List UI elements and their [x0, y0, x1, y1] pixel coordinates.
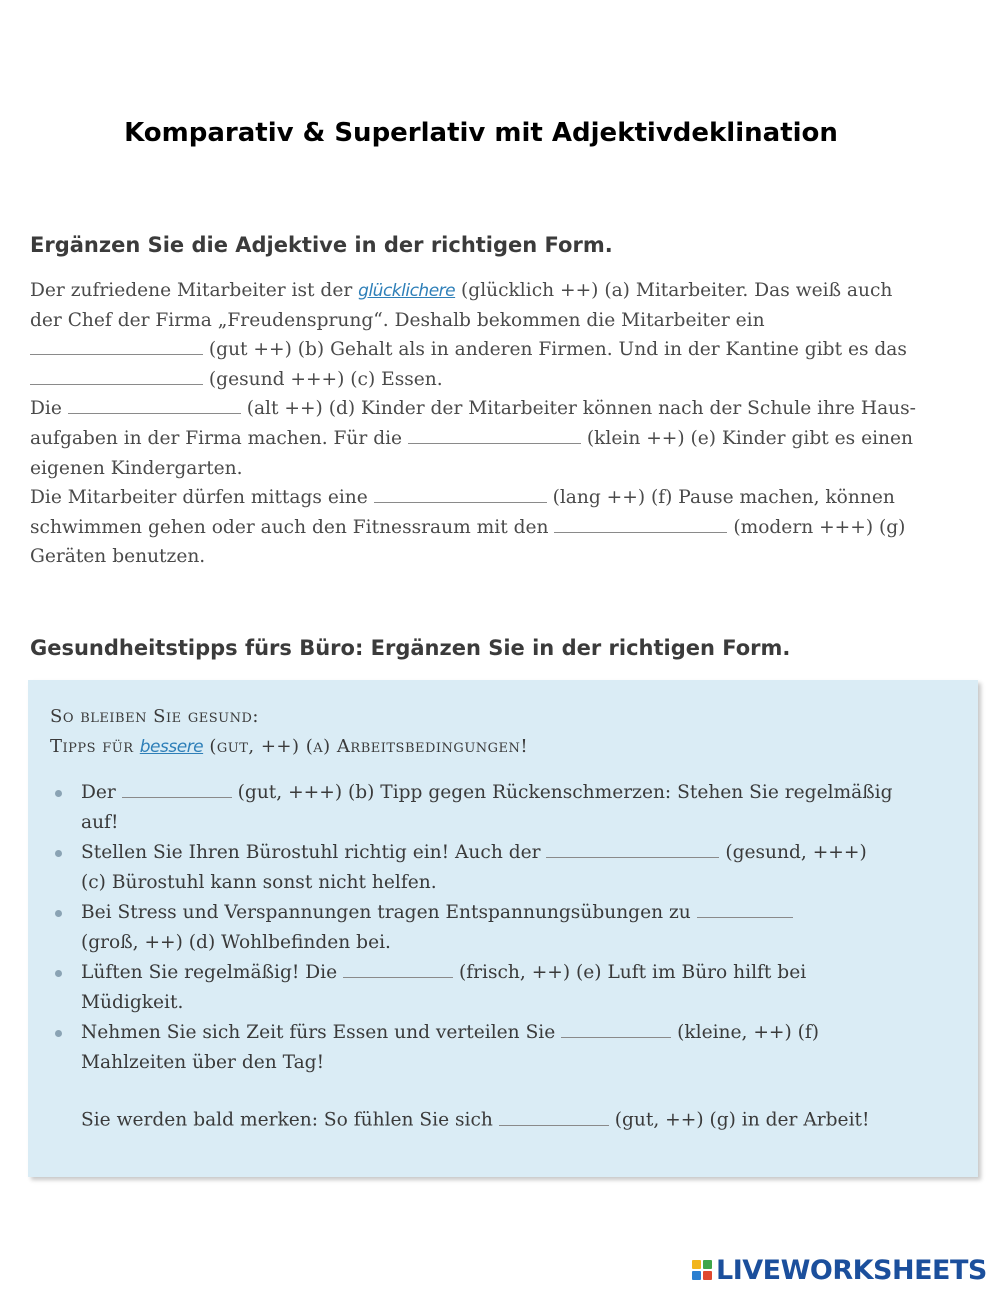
text-line: (gesund +++) (c) Essen. [30, 365, 965, 395]
text-line: Der zufriedene Mitarbeiter ist der glücklichere (glücklich ++) (a) Mitarbeiter. Das weiß auch [30, 280, 893, 301]
closing-sentence: Sie werden bald merken: So fühlen Sie sich (gut, ++) (g) in der Arbeit! [81, 1106, 869, 1131]
answer-blank-g[interactable] [499, 1106, 609, 1126]
bullet-icon [55, 850, 62, 857]
text-line: aufgaben in der Firma machen. Für die (klein ++) (e) Kinder gibt es einen [30, 424, 965, 454]
exercise-2-heading: Gesundheitstipps fürs Büro: Ergänzen Sie in der richtigen Form. [30, 636, 791, 660]
liveworksheets-logo [692, 1256, 987, 1284]
text-line: schwimmen gehen oder auch den Fitnessraum mit den (modern +++) (g) [30, 513, 965, 543]
answer-blank-c[interactable] [30, 365, 203, 385]
answer-blank-e[interactable] [343, 958, 453, 978]
list-item: Nehmen Sie sich Zeit fürs Essen und verteilen Sie (kleine, ++) (f) Mahlzeiten über den Tag! [50, 1018, 970, 1078]
text-line: (gut ++) (b) Gehalt als in anderen Firmen. Und in der Kantine gibt es das [30, 335, 965, 365]
answer-blank-g[interactable] [554, 513, 727, 533]
bullet-icon [55, 1030, 62, 1037]
answer-blank-b[interactable] [122, 778, 232, 798]
logo-text: LIVEWORKSHEETS [716, 1254, 987, 1286]
example-answer: glücklichere [358, 281, 456, 301]
answer-blank-c[interactable] [546, 838, 719, 858]
tips-box-header [50, 702, 528, 762]
text-line: Geräten benutzen. [30, 546, 206, 568]
answer-blank-f[interactable] [561, 1018, 671, 1038]
bullet-icon [55, 910, 62, 917]
page-title: Komparativ & Superlativ mit Adjektivdeklination [124, 118, 838, 148]
exercise-1-text [30, 276, 965, 572]
bullet-icon [55, 790, 62, 797]
list-item: Der (gut, +++) (b) Tipp gegen Rückenschmerzen: Stehen Sie regelmäßig auf! [50, 778, 970, 838]
box-title: So bleiben Sie gesund: [50, 706, 259, 727]
list-item: Lüften Sie regelmäßig! Die (frisch, ++) (e) Luft im Büro hilft bei Müdigkeit. [50, 958, 970, 1018]
bullet-icon [55, 970, 62, 977]
answer-blank-d[interactable] [68, 395, 241, 415]
answer-blank-b[interactable] [30, 336, 203, 356]
list-item: Stellen Sie Ihren Bürostuhl richtig ein! Auch der (gesund, +++) (c) Bürostuhl kann sonst nicht helfen. [50, 838, 970, 898]
box-subtitle: Tipps für bessere (gut, ++) (a) Arbeitsbedingungen! [50, 736, 529, 757]
list-item: Bei Stress und Verspannungen tragen Entspannungsübungen zu (groß, ++) (d) Wohlbefinden bei. [50, 898, 970, 958]
text-line: der Chef der Firma „Freudensprung“. Deshalb bekommen die Mitarbeiter ein [30, 309, 765, 331]
text-line: Die (alt ++) (d) Kinder der Mitarbeiter können nach der Schule ihre Haus- [30, 394, 965, 424]
text-line: eigenen Kindergarten. [30, 457, 243, 479]
logo-icon [692, 1260, 712, 1280]
answer-blank-e[interactable] [408, 424, 581, 444]
answer-blank-d[interactable] [697, 898, 793, 918]
exercise-1-heading: Ergänzen Sie die Adjektive in der richtigen Form. [30, 233, 613, 257]
tips-list [50, 778, 970, 1078]
text-line: Die Mitarbeiter dürfen mittags eine (lang ++) (f) Pause machen, können [30, 483, 965, 513]
answer-blank-f[interactable] [374, 484, 547, 504]
example-answer: bessere [139, 737, 204, 757]
tips-box [28, 680, 978, 1177]
